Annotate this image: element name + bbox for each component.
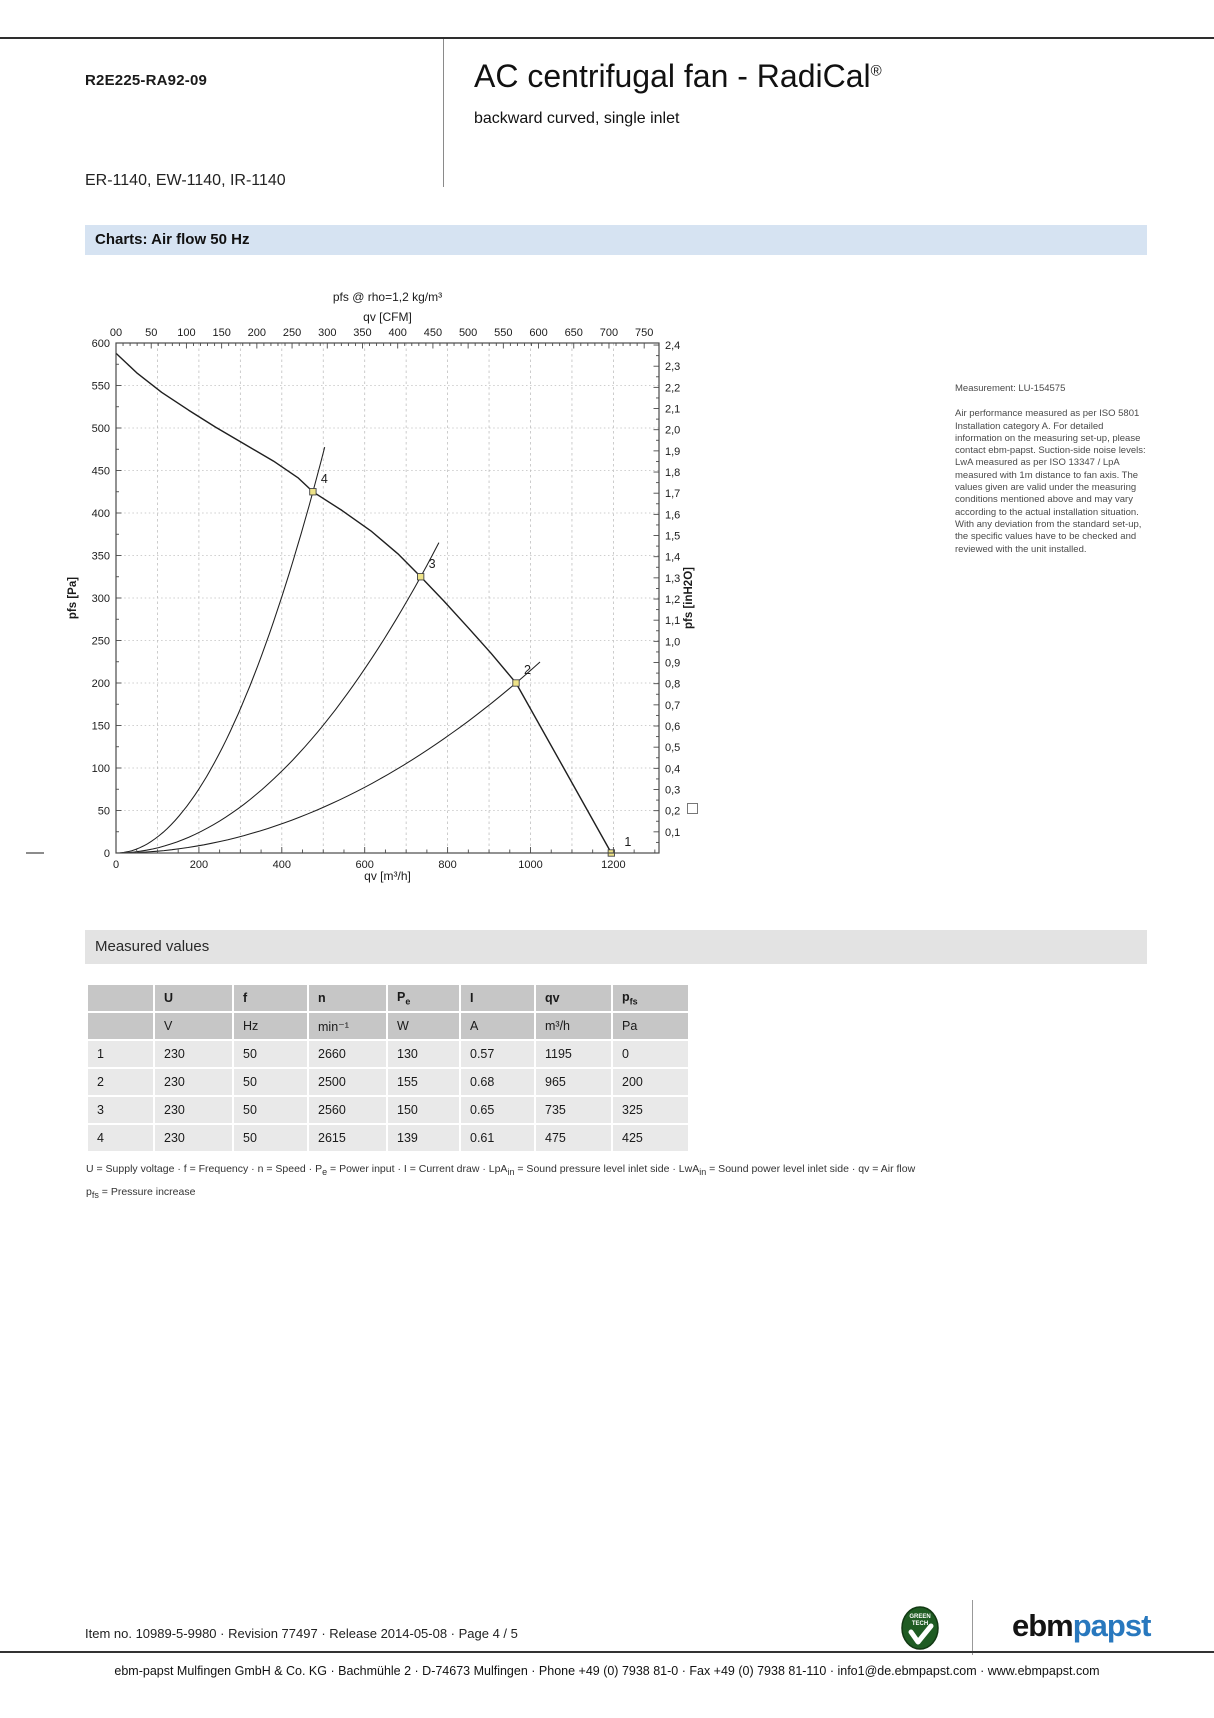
table-header-cell: qv <box>536 985 611 1011</box>
table-cell: 0.57 <box>461 1041 534 1067</box>
measurement-note-body: Air performance measured as per ISO 5801 Installation category A. For detailed information on the measuring set-up, please contact ebm-papst. Suction-side noise levels: LwA measured as per ISO 13347 / LpA measured with 1m distance to fan axis. The values given are valid under the measuring conditions mentioned above and may vary according to the actual installation situation. With any deviation from the standard set-up, the specific values have to be checked and reviewed with the unit installed. <box>955 408 1146 555</box>
table-unit-cell: A <box>461 1013 534 1039</box>
right-tick-label: 2,1 <box>665 403 681 416</box>
page-subtitle: backward curved, single inlet <box>474 110 680 127</box>
y-tick-label: 500 <box>91 423 110 435</box>
right-tick-label: 2,3 <box>665 361 681 374</box>
table-cell: 230 <box>155 1125 232 1151</box>
y-tick-label: 150 <box>91 720 110 733</box>
right-axis-title: pfs [inH2O] <box>683 567 695 629</box>
table-cell: 965 <box>536 1069 611 1095</box>
logo-ebm: ebm <box>1012 1608 1073 1643</box>
y-tick-label: 100 <box>91 763 110 775</box>
table-cell: 425 <box>613 1125 688 1151</box>
top-tick-label: 500 <box>458 327 478 339</box>
table-cell: 2560 <box>309 1097 386 1123</box>
y-tick-label: 200 <box>91 678 110 690</box>
x-tick-label: 200 <box>189 859 209 871</box>
system-curve-4 <box>116 447 325 853</box>
page-fold-mark <box>26 852 44 854</box>
top-tick-label: 700 <box>599 327 619 339</box>
table-cell: 130 <box>388 1041 459 1067</box>
x-tick-label: 800 <box>438 859 457 871</box>
right-tick-label: 0,4 <box>665 763 681 776</box>
x-tick-label: 400 <box>272 859 291 871</box>
header-divider <box>443 39 444 187</box>
right-tick-label: 1,9 <box>665 445 681 458</box>
table-unit-cell: V <box>155 1013 232 1039</box>
top-tick-label: 250 <box>282 327 302 339</box>
operating-point-label-4: 4 <box>320 471 328 486</box>
table-header-cell: n <box>309 985 386 1011</box>
section-header-charts: Charts: Air flow 50 Hz <box>85 225 1147 255</box>
right-tick-label: 1,0 <box>665 636 681 649</box>
item-revision-line: Item no. 10989-5-9980 · Revision 77497 · Release 2014-05-08 · Page 4 / 5 <box>85 1626 518 1641</box>
right-tick-label: 0,8 <box>665 678 681 691</box>
table-row <box>88 1125 688 1151</box>
company-address-line: ebm-papst Mulfingen GmbH & Co. KG · Bachmühle 2 · D-74673 Mulfingen · Phone +49 (0) 7938 81-0 · Fax +49 (0) 7938 81-110 · info1@de.ebmpapst.com · www.ebmpapst.com <box>114 1664 1100 1678</box>
operating-point-marker-2 <box>513 680 519 686</box>
table-footnote-line2: $p_{fs}$ = Pressure increase <box>86 1186 196 1201</box>
table-row <box>88 1069 688 1095</box>
registered-mark: ® <box>870 62 882 80</box>
table-cell: 50 <box>234 1069 307 1095</box>
right-tick-label: 0,3 <box>665 784 681 797</box>
y-tick-label: 350 <box>91 550 110 563</box>
table-header-cell <box>88 985 153 1011</box>
logo-papst: papst <box>1072 1608 1151 1643</box>
top-tick-label: 00 <box>109 327 123 339</box>
top-tick-label: 600 <box>529 327 548 339</box>
table-footnote-line1: U = Supply voltage · f = Frequency · n = Speed · $P_e$ = Power input · I = Current draw · LpA$_{in}$ = Sound pressure level inlet side · LwA$_{in}$ = Sound power level inlet side · qv = Air flow <box>86 1163 916 1178</box>
table-cell: 2660 <box>309 1041 386 1067</box>
right-tick-label: 1,3 <box>665 572 681 585</box>
right-tick-label: 1,4 <box>665 551 681 564</box>
right-tick-label: 1,2 <box>665 594 681 607</box>
top-tick-label: 550 <box>494 327 513 339</box>
table-cell: 1195 <box>536 1041 611 1067</box>
table-cell: 150 <box>388 1097 459 1123</box>
right-tick-label: 0,7 <box>665 699 681 712</box>
table-unit-cell: Pa <box>613 1013 688 1039</box>
y-tick-label: 50 <box>97 805 110 818</box>
top-tick-label: 750 <box>635 327 654 339</box>
right-tick-label: 0,2 <box>665 805 681 818</box>
table-unit-cell: min⁻¹ <box>309 1013 386 1039</box>
operating-point-marker-4 <box>310 489 316 495</box>
table-cell: 0.65 <box>461 1097 534 1123</box>
table-cell: 200 <box>613 1069 688 1095</box>
table-row <box>88 1041 688 1067</box>
table-cell: 50 <box>234 1097 307 1123</box>
top-axis-title: qv [CFM] <box>363 310 412 324</box>
operating-point-marker-3 <box>417 574 423 580</box>
footer-rule <box>0 1651 1214 1653</box>
table-cell: 230 <box>155 1069 232 1095</box>
airflow-chart-svg <box>40 252 730 907</box>
table-header-cell: $P_e$ <box>388 985 459 1011</box>
right-tick-label: 2,0 <box>665 424 681 437</box>
table-units-row <box>88 1013 688 1039</box>
table-cell: 325 <box>613 1097 688 1123</box>
top-tick-label: 400 <box>388 327 407 339</box>
measurement-note <box>955 383 1153 556</box>
top-tick-label: 300 <box>318 327 337 339</box>
measured-values-table <box>86 983 690 1153</box>
table-header-cell: $p_{fs}$ <box>613 985 688 1011</box>
right-tick-label: 0,1 <box>665 826 681 839</box>
table-cell: 4 <box>88 1125 153 1151</box>
top-tick-label: 450 <box>423 327 443 339</box>
right-tick-label: 0,9 <box>665 657 681 670</box>
x-tick-label: 1200 <box>601 859 626 871</box>
table-cell: 2615 <box>309 1125 386 1151</box>
system-curve-3 <box>116 543 439 853</box>
table-cell: 2500 <box>309 1069 386 1095</box>
right-tick-label: 0,5 <box>665 742 681 755</box>
table-header-cell: f <box>234 985 307 1011</box>
top-tick-label: 150 <box>212 327 231 339</box>
table-row <box>88 1097 688 1123</box>
top-tick-label: 650 <box>564 327 583 339</box>
greentech-badge-text2: TECH <box>911 1621 929 1627</box>
y-tick-label: 250 <box>91 635 110 648</box>
table-cell: 139 <box>388 1125 459 1151</box>
x-tick-label: 600 <box>355 859 374 871</box>
page-title-text: AC centrifugal fan - RadiCal <box>474 58 871 94</box>
x-tick-label: 0 <box>112 859 120 871</box>
table-cell: 0.68 <box>461 1069 534 1095</box>
model-number: R2E225-RA92-09 <box>85 72 208 89</box>
measurement-id: Measurement: LU-154575 <box>955 383 1066 394</box>
table-cell: 0.61 <box>461 1125 534 1151</box>
left-axis-title: pfs [Pa] <box>67 576 79 620</box>
system-curve-2 <box>116 662 540 853</box>
bottom-axis-title: qv [m³/h] <box>364 869 411 883</box>
table-cell: 155 <box>388 1069 459 1095</box>
ebmpapst-logo <box>1012 1608 1150 1644</box>
chart-reference-box <box>687 803 698 814</box>
table-cell: 0 <box>613 1041 688 1067</box>
x-tick-label: 1000 <box>518 859 543 871</box>
airflow-chart <box>40 252 730 907</box>
y-tick-label: 0 <box>103 848 110 860</box>
operating-point-label-3: 3 <box>428 556 436 571</box>
operating-point-label-2: 2 <box>523 663 531 677</box>
greentech-badge <box>898 1604 942 1652</box>
right-tick-label: 1,1 <box>665 615 681 628</box>
right-tick-label: 1,7 <box>665 488 681 501</box>
table-cell: 230 <box>155 1097 232 1123</box>
y-tick-label: 550 <box>91 380 110 393</box>
right-tick-label: 1,8 <box>665 467 681 480</box>
variant-list: ER-1140, EW-1140, IR-1140 <box>85 172 286 189</box>
table-header-cell: I <box>461 985 534 1011</box>
page-title <box>474 58 882 95</box>
table-header-row <box>88 985 688 1011</box>
greentech-badge-text1: GREEN <box>909 1614 931 1620</box>
section-header-measured-values: Measured values <box>85 930 1147 964</box>
right-tick-label: 0,6 <box>665 721 681 734</box>
top-tick-label: 350 <box>353 327 372 339</box>
right-tick-label: 1,5 <box>665 530 681 543</box>
top-tick-label: 100 <box>177 327 196 339</box>
table-cell: 735 <box>536 1097 611 1123</box>
y-tick-label: 600 <box>91 338 110 350</box>
right-tick-label: 1,6 <box>665 509 681 522</box>
table-cell: 2 <box>88 1069 153 1095</box>
measured-values-table-wrap <box>86 983 690 1153</box>
table-unit-cell: Hz <box>234 1013 307 1039</box>
table-cell: 50 <box>234 1041 307 1067</box>
table-cell: 230 <box>155 1041 232 1067</box>
table-unit-cell <box>88 1013 153 1039</box>
y-tick-label: 300 <box>91 593 110 605</box>
table-cell: 3 <box>88 1097 153 1123</box>
y-tick-label: 450 <box>91 465 110 478</box>
y-tick-label: 400 <box>91 508 110 520</box>
right-tick-label: 2,2 <box>665 382 681 395</box>
table-cell: 50 <box>234 1125 307 1151</box>
table-unit-cell: m³/h <box>536 1013 611 1039</box>
top-rule <box>0 37 1214 39</box>
footer-divider <box>972 1600 973 1655</box>
table-header-cell: U <box>155 985 232 1011</box>
chart-title: pfs @ rho=1,2 kg/m³ <box>332 290 443 304</box>
top-tick-label: 50 <box>145 327 158 339</box>
right-tick-label: 2,4 <box>665 340 681 353</box>
table-cell: 475 <box>536 1125 611 1151</box>
table-cell: 1 <box>88 1041 153 1067</box>
table-unit-cell: W <box>388 1013 459 1039</box>
top-tick-label: 200 <box>247 327 267 339</box>
operating-point-label-1: 1 <box>624 835 632 849</box>
